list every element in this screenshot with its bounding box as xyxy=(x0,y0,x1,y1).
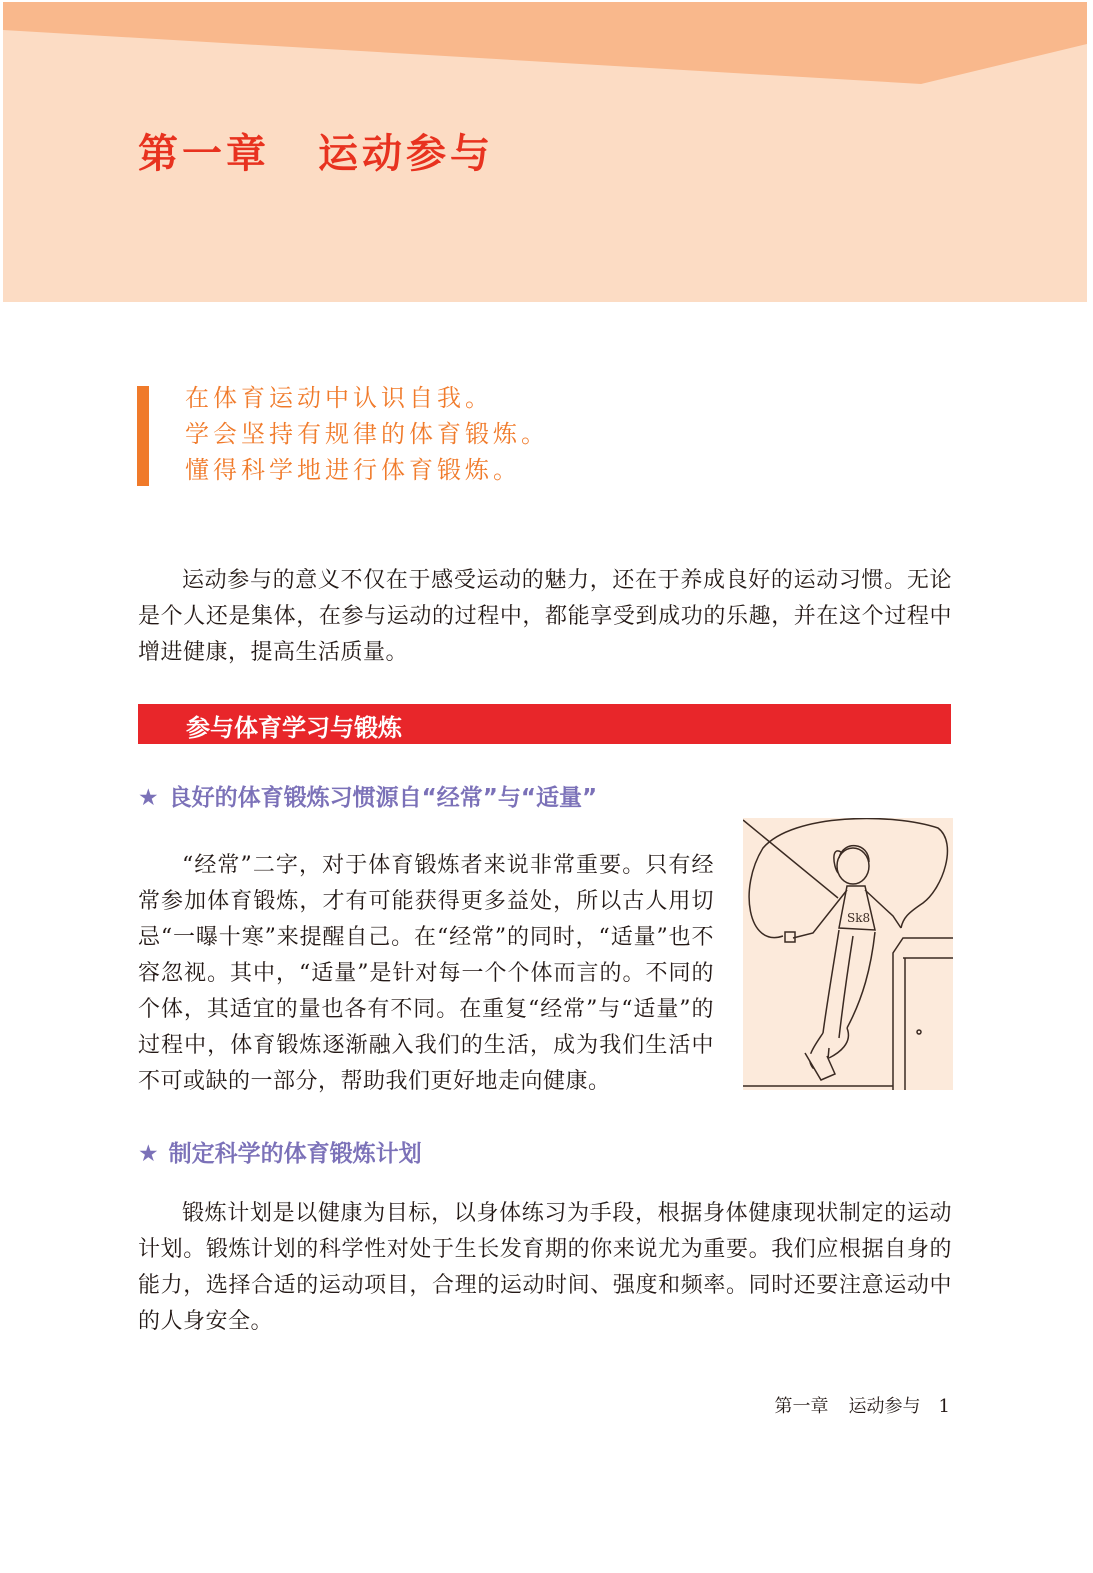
jump-rope-illustration xyxy=(743,818,953,1090)
svg-text:Sk8: Sk8 xyxy=(847,911,871,925)
habit-paragraph: “经常”二字，对于体育锻炼者来说非常重要。只有经常参加体育锻炼，才有可能获得更多益处，所以古人用切忌“一曝十寒”来提醒自己。在“经常”的同时，“适量”也不容忽视。其中，“适量”是针对每一个个体而言的。不同的个体，其适宜的量也各有不同。在重复“经常”与“适量”的过程中，体育锻炼逐渐融入我们的生活，成为我们生活中不可或缺的一部分，帮助我们更好地走向健康。 xyxy=(138,853,714,1094)
goals-accent-bar xyxy=(137,386,149,486)
subsection-heading xyxy=(138,1135,422,1168)
plan-paragraph: 锻炼计划是以健康为目标，以身体练习为手段，根据身体健康现状制定的运动计划。锻炼计划的科学性对处于生长发育期的你来说尤为重要。我们应根据自身的能力，选择合适的运动项目，合理的运动时间、强度和频率。同时还要注意运动中的人身安全。 xyxy=(138,1201,952,1334)
jump-rope-girl-image xyxy=(743,818,953,1090)
chapter-number: 第一章 xyxy=(138,130,270,177)
section-header-bar xyxy=(138,704,951,744)
goal-item: 学会坚持有规律的体育锻炼。 xyxy=(185,420,549,448)
page-footer xyxy=(775,1392,950,1418)
chapter-title xyxy=(138,122,494,179)
goal-item: 懂得科学地进行体育锻炼。 xyxy=(185,456,521,484)
footer-chapter-name: 运动参与 xyxy=(848,1396,921,1417)
page-number: 1 xyxy=(938,1396,950,1417)
subsection-title: 良好的体育锻炼习惯源自“经常”与“适量” xyxy=(168,785,598,811)
goal-item: 在体育运动中认识自我。 xyxy=(185,384,493,412)
footer-chapter: 第一章 xyxy=(774,1396,829,1417)
chapter-name: 运动参与 xyxy=(318,130,494,177)
subsection-heading xyxy=(138,779,597,812)
learning-goals xyxy=(185,380,549,488)
intro-paragraph: 运动参与的意义不仅在于感受运动的魅力，还在于养成良好的运动习惯。无论是个人还是集体，在参与运动的过程中，都能享受到成功的乐趣，并在这个过程中增进健康，提高生活质量。 xyxy=(138,568,952,665)
subsection-title: 制定科学的体育锻炼计划 xyxy=(168,1141,422,1167)
star-icon: ★ xyxy=(138,1141,159,1167)
star-icon: ★ xyxy=(138,785,159,811)
section-title: 参与体育学习与锻炼 xyxy=(186,714,402,742)
